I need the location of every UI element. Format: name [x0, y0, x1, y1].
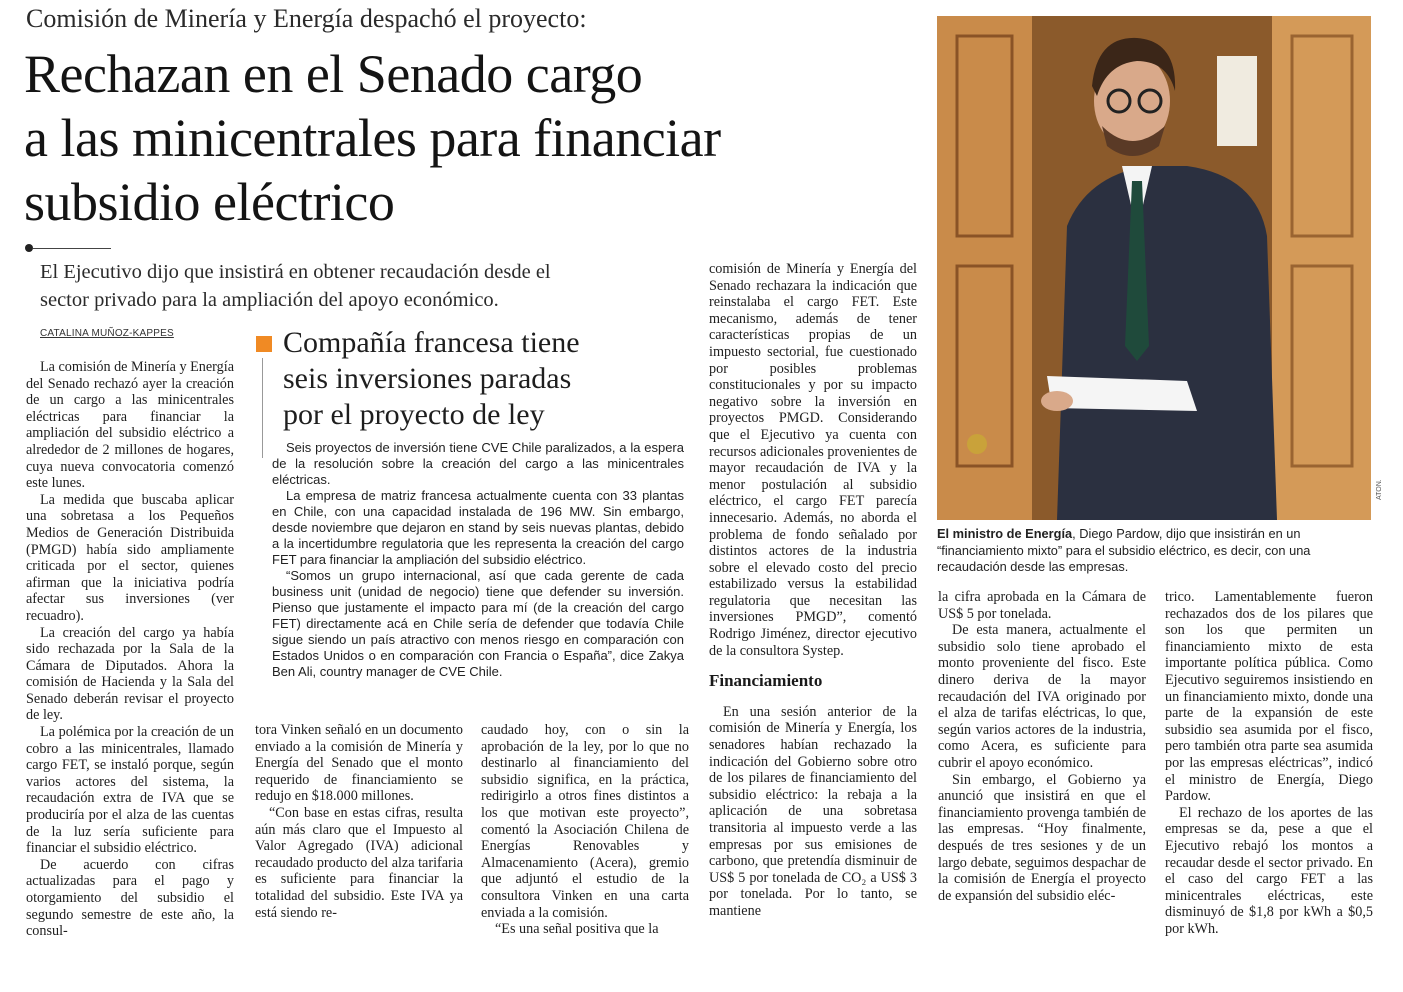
- column-3: [481, 722, 689, 938]
- subhead: Financiamiento: [709, 671, 823, 691]
- box-title-line-2: seis inversiones paradas: [283, 362, 572, 395]
- column-6: [1165, 589, 1373, 937]
- photo-caption: [937, 526, 1377, 576]
- paragraph: La medida que buscaba aplicar una sobretasa a los Pequeños Medios de Generación Distribuida (PMGD) había sido ampliamente criticada por el sector, quienes afirman que la iniciativa podría afectar sus inversiones (ver recuadro).: [26, 491, 234, 624]
- caption-lead: El ministro de Energía: [937, 526, 1073, 541]
- box-paragraph: Seis proyectos de inversión tiene CVE Chile paralizados, a la espera de la resolución sobre la creación del cargo a las minicentrales eléctricas.: [272, 440, 684, 487]
- box-title-line-3: por el proyecto de ley: [283, 398, 545, 431]
- column-1: [26, 359, 234, 940]
- paragraph: De esta manera, actualmente el subsidio solo tiene aprobado el monto proveniente del fisco. Este dinero deriva de la mayor recaudación del IVA originado por el alza de tarifas eléctricas, lo que, según varios actores de la industria, como Acera, es suficiente para cubrir el apoyo económico.: [938, 622, 1146, 771]
- paragraph: Sin embargo, el Gobierno ya anunció que insistirá en que el financiamiento provenga también de las empresas. “Hoy finalmente, después de tres sesiones y de un largo debate, seguimos despachar de la comisión de Energía el proyecto de expansión del subsidio eléc-: [938, 771, 1146, 904]
- headline-line-3: subsidio eléctrico: [24, 172, 395, 232]
- photo: [937, 16, 1371, 520]
- paragraph: caudado hoy, con o sin la aprobación de la ley, por lo que no destinarlo al financiamiento del subsidio significa, en la práctica, redirigirlo a otros fines distintos a los que motivan este proyecto”, comentó la Asociación Chilena de Energías Renovables y Almacenamiento (Acera), gremio que adjuntó el estudio de la consultora Vinken en una carta enviada a la comisión.: [481, 722, 689, 921]
- box-title: [256, 325, 703, 433]
- paragraph: “Con base en estas cifras, resulta aún más claro que el Impuesto al Valor Agregado (IVA) adicional recaudado producto del alza tarifaria es suficiente para financiar la totalidad del subsidio. Este IVA ya está siendo re-: [255, 804, 463, 921]
- column-5: [938, 589, 1146, 904]
- paragraph: En una sesión anterior de la comisión de Minería y Energía, los senadores habían rechazado la indicación del Gobierno sobre otro de los pilares de financiamiento del subsidio eléctrico: la rebaja a la aplicación de una sobretasa transitoria al impuesto verde a las empresas por sus emisiones de carbono, que pretendía disminuir de US$ 5 por tonelada de CO₂ a US$ 3 por tonelada. Por lo tanto, se mantiene: [709, 703, 917, 919]
- paragraph: La comisión de Minería y Energía del Senado rechazó ayer la creación de un cargo a las minicentrales eléctricas para financiar la ampliación del subsidio eléctrico a alrededor de 2 millones de hogares, cuya nueva convocatoria comenzó este lunes.: [26, 359, 234, 492]
- paragraph: De acuerdo con cifras actualizadas para el pago y otorgamiento del subsidio el segundo semestre de este año, la consul-: [26, 856, 234, 940]
- paragraph: “Es una señal positiva que la: [495, 921, 659, 938]
- divider-dot: [25, 244, 33, 252]
- divider-line: [33, 248, 111, 249]
- paragraph: tora Vinken señaló en un documento enviado a la comisión de Minería y Energía del Senado que el monto requerido de financiamiento se redujo en $18.000 millones.: [255, 722, 463, 805]
- headline-line-2: a las minicentrales para financiar: [24, 108, 721, 168]
- headline: [24, 42, 924, 234]
- caption-text: , Diego Pardow, dijo que insistirán en un “financiamiento mixto” para el subsidio eléctrico, es decir, con una recaudación desde las empresas.: [937, 526, 1311, 574]
- box-title-line-1: Compañía francesa tiene: [283, 326, 580, 359]
- kicker: Comisión de Minería y Energía despachó el proyecto:: [26, 4, 587, 33]
- box-body: [272, 440, 684, 680]
- paragraph: La polémica por la creación de un cobro a las minicentrales, llamado cargo FET, se instaló porque, según varios actores del sistema, la recaudación extra de IVA que se produciría por el alza de las cuentas de la luz sería suficiente para financiar el subsidio eléctrico.: [26, 724, 234, 857]
- minister-photo: [937, 16, 1371, 520]
- paragraph: trico. Lamentablemente fueron rechazados dos de los pilares que son los que permiten un financiamiento mixto de esta importante política pública. Como Ejecutivo seguiremos insistiendo en un financiamiento mixto, donde una parte de la expansión de este subsidio sea asumida por el fisco, pero también otra parte sea asumida por las empresas eléctricas”, indicó el ministro de Energía, Diego Pardow.: [1165, 589, 1373, 805]
- paragraph: La creación del cargo ya había sido rechazada por la Sala de la Cámara de Diputados. Ahora la comisión de Hacienda y la Sala del Senado deberán revisar el proyecto de ley.: [26, 624, 234, 724]
- box-paragraph: La empresa de matriz francesa actualmente cuenta con 33 plantas en Chile, con una capacidad instalada de 196 MW. Sin embargo, desde noviembre que dejaron en stand by seis nuevas plantas, debido a la incertidumbre regulatoria que les representa la creación del cargo FET para financiar la ampliación del subsidio eléctrico.: [272, 488, 684, 567]
- deck: [40, 258, 690, 314]
- column-4: [709, 261, 917, 920]
- photo-credit: ATON.: [1376, 479, 1383, 500]
- box-paragraph: “Somos un grupo internacional, así que cada gerente de cada business unit (unidad de negocio) tiene que defender su inversión. Pienso que justamente el impacto para mí (de la creación del cargo FET) directamente acá en Chile sería de defender que todavía Chile sigue siendo un país atractivo con menos riesgo en comparación con Estados Unidos o en comparación con Francia o España”, dice Zakya Ben Ali, country manager de CVE Chile.: [272, 568, 684, 679]
- headline-line-1: Rechazan en el Senado cargo: [24, 44, 643, 104]
- byline: CATALINA MUÑOZ-KAPPES: [40, 328, 174, 339]
- column-2: [255, 722, 463, 921]
- deck-line-1: El Ejecutivo dijo que insistirá en obtener recaudación desde el: [40, 261, 551, 283]
- paragraph: El rechazo de los aportes de las empresas se da, pese a que el Ejecutivo rebajó los montos a recaudar desde el sector privado. En el caso del cargo FET a las minicentrales eléctricas, este disminuyó de $1,8 por kWh a $0,5 por kWh.: [1165, 804, 1373, 937]
- paragraph: la cifra aprobada en la Cámara de US$ 5 por tonelada.: [938, 589, 1146, 622]
- paragraph: comisión de Minería y Energía del Senado rechazara la indicación que reinstalaba el cargo FET. Este mecanismo, además de tener características propias de un impuesto sectorial, fue cuestionado por posibles problemas constitucionales y por su impacto negativo sobre la inversión en proyectos PMGD. Considerando que el Ejecutivo ya cuenta con recursos adicionales provenientes de mayor recaudación de IVA y la menor postulación al subsidio eléctrico, el cargo FET parecía innecesario. Además, no aborda el problema de fondo señalado por distintos actores de la industria sobre el elevado costo del precio estabilizado versus la estabilidad regulatoria que necesitan las inversiones PMGD”, comentó Rodrigo Jiménez, director ejecutivo de la consultora Systep.: [709, 261, 917, 659]
- deck-line-2: sector privado para la ampliación del apoyo económico.: [40, 289, 499, 311]
